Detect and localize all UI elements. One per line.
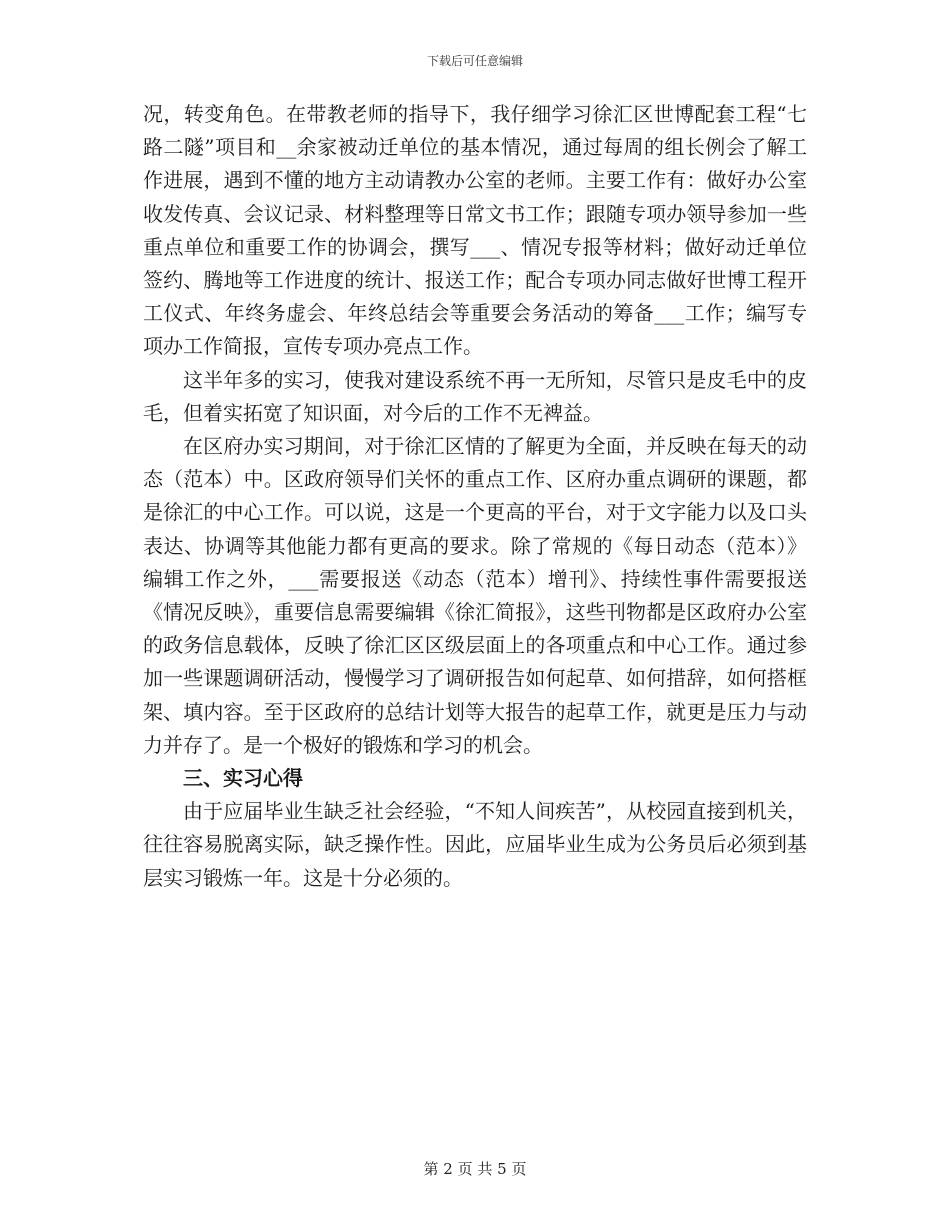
paragraph-1: 况，转变角色。在带教老师的指导下，我仔细学习徐汇区世博配套工程“七路二隧”项目和__余家被动迁单位的基本情况，通过每周的组长例会了解工作进展，遇到不懂的地方主动请教办公室的老师。主要工作有：做好办公室收发传真、会议记录、材料整理等日常文书工作；跟随专项办领导参加一些重点单位和重要工作的协调会，撰写___、情况专报等材料；做好动迁单位签约、腾地等工作进度的统计、报送工作；配合专项办同志做好世博工程开工仪式、年终务虚会、年终总结会等重要会务活动的筹备___工作；编写专项办工作简报，宣传专项办亮点工作。 [143, 102, 807, 359]
paragraph-3: 在区府办实习期间，对于徐汇区情的了解更为全面，并反映在每天的动态（范本）中。区政府领导们关怀的重点工作、区府办重点调研的课题，都是徐汇的中心工作。可以说，这是一个更高的平台，对于文字能力以及口头表达、协调等其他能力都有更高的要求。除了常规的《每日动态（范本）》编辑工作之外，___需要报送《动态（范本）增刊》、持续性事件需要报送《情况反映》，重要信息需要编辑《徐汇简报》，这些刊物都是区政府办公室的政务信息载体，反映了徐汇区区级层面上的各项重点和中心工作。通过参加一些课题调研活动，慢慢学习了调研报告如何起草、如何措辞，如何搭框架、填内容。至于区政府的总结计划等大报告的起草工作，就更是压力与动力并存了。是一个极好的锻炼和学习的机会。 [143, 434, 807, 757]
paragraph-2: 这半年多的实习，使我对建设系统不再一无所知，尽管只是皮毛中的皮毛，但着实拓宽了知识面，对今后的工作不无裨益。 [143, 367, 807, 425]
document-body [143, 98, 807, 895]
page-number: 第 2 页 共 5 页 [423, 1160, 527, 1178]
section-heading: 三、实习心得 [183, 766, 303, 791]
paragraph-4: 由于应届毕业生缺乏社会经验，“不知人间疾苦”，从校园直接到机关，往往容易脱离实际，缺乏操作性。因此，应届毕业生成为公务员后必须到基层实习锻炼一年。这是十分必须的。 [143, 799, 807, 890]
page-header: 下载后可任意编辑 [426, 54, 523, 68]
